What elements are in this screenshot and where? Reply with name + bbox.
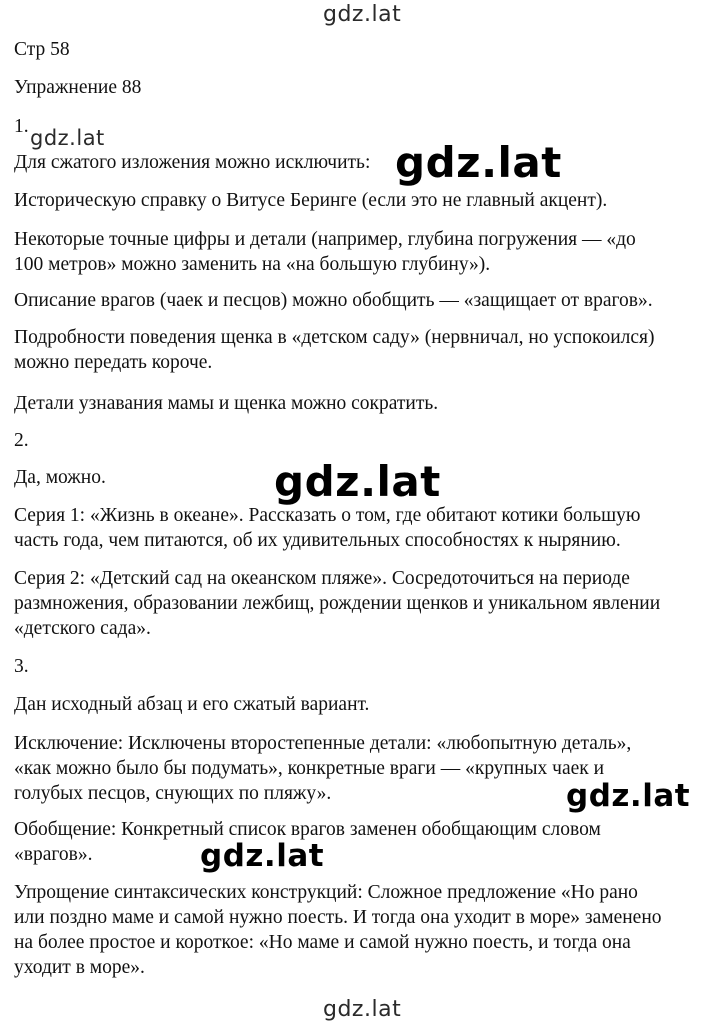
watermark-bottom: gdz.lat	[323, 997, 402, 1022]
section-2-item-1: Серия 1: «Жизнь в океане». Рассказать о том, где обитают котики большую часть года, чем питаются, об их удивительных способностях к нырянию.	[14, 505, 641, 551]
exercise-title: Упражнение 88	[14, 77, 142, 98]
section-3-number: 3.	[14, 656, 29, 677]
watermark-large-1: gdz.lat	[395, 138, 562, 187]
section-1-intro: Для сжатого изложения можно исключить:	[14, 152, 371, 173]
page-label: Стр 58	[14, 39, 70, 60]
watermark-top: gdz.lat	[323, 2, 402, 27]
section-1-item-2: Некоторые точные цифры и детали (например, глубина погружения — «до 100 метров» можно заменить на «на большую глубину»).	[14, 229, 636, 275]
section-1-item-3: Описание врагов (чаек и песцов) можно обобщить — «защищает от врагов».	[14, 290, 653, 311]
section-1-item-5: Детали узнавания мамы и щенка можно сократить.	[14, 393, 439, 414]
watermark-small-left: gdz.lat	[30, 126, 105, 150]
section-3-item-3: Упрощение синтаксических конструкций: Сложное предложение «Но рано или поздно маме и самой нужно поесть. И тогда она уходит в море» заменено на более простое и короткое: «Но маме и самой нужно поесть, и тогда она уходит в море».	[14, 882, 662, 978]
section-3-item-2: Обобщение: Конкретный список врагов заменен обобщающим словом «врагов».	[14, 819, 601, 865]
section-3-item-1: Исключение: Исключены второстепенные детали: «любопытную деталь», «как можно было бы подумать», конкретные враги — «крупных чаек и голубых песцов, снующих по пляжу».	[14, 733, 632, 804]
section-2-number: 2.	[14, 430, 29, 451]
section-1-item-1: Историческую справку о Витусе Беринге (если это не главный акцент).	[14, 190, 608, 211]
watermark-large-4: gdz.lat	[200, 838, 325, 874]
watermark-large-2: gdz.lat	[274, 457, 441, 506]
section-3-intro: Дан исходный абзац и его сжатый вариант.	[14, 694, 370, 715]
section-2-item-2: Серия 2: «Детский сад на океанском пляже». Сосредоточиться на периоде размножения, образовании лежбищ, рождении щенков и уникальном явлении «детского сада».	[14, 568, 661, 639]
watermark-large-3: gdz.lat	[566, 778, 691, 814]
section-1-item-4: Подробности поведения щенка в «детском саду» (нервничал, но успокоился) можно передать короче.	[14, 327, 655, 373]
section-2-answer: Да, можно.	[14, 467, 106, 488]
section-1-number: 1.	[14, 116, 29, 137]
